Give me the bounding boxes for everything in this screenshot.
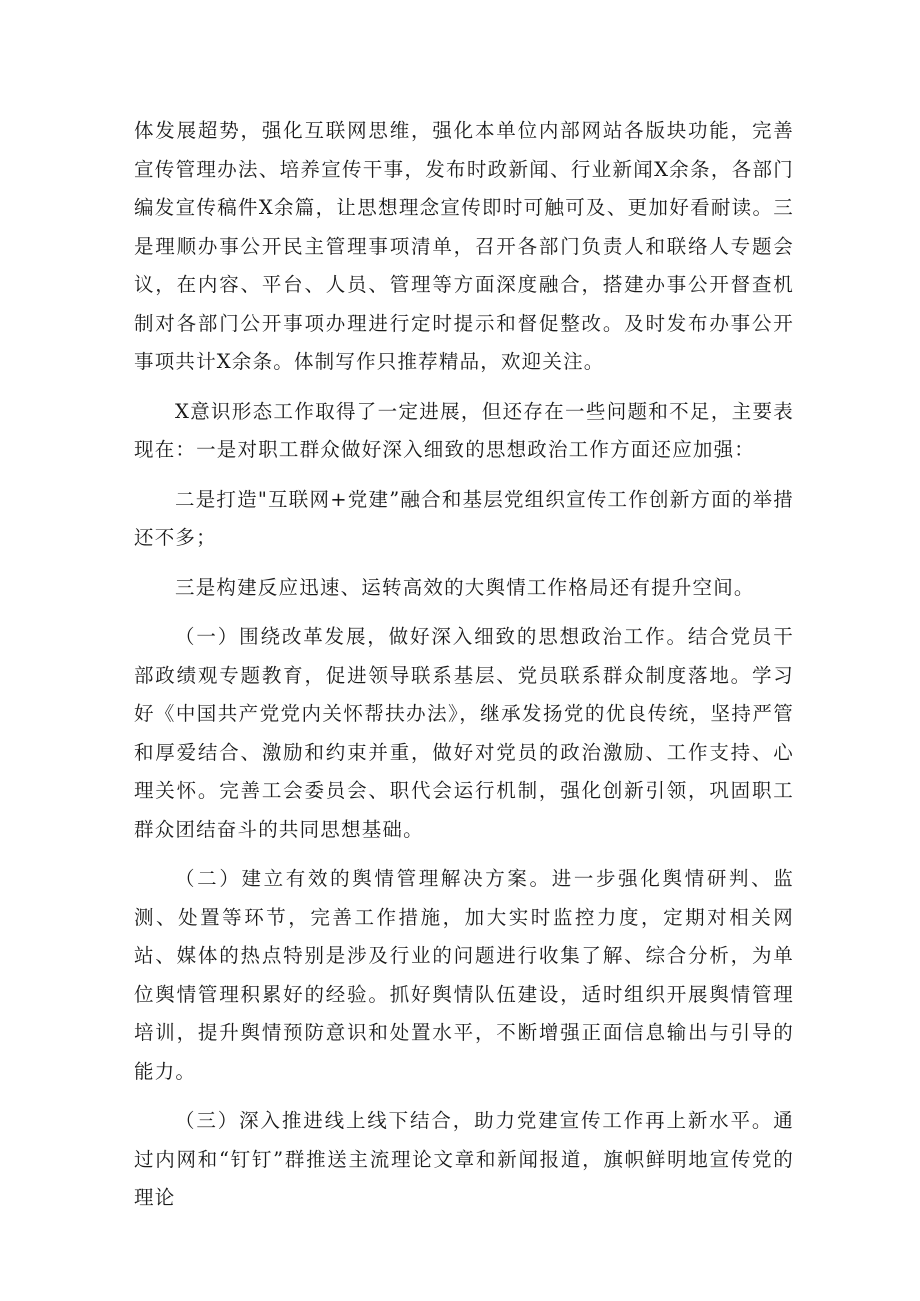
paragraph-measure-three: （三）深入推进线上线下结合，助力党建宣传工作再上新水平。通过内网和“钉钉”群推送主流理论文章和新闻报道，旗帜鲜明地宣传党的理论	[134, 1109, 794, 1209]
document-body	[134, 112, 794, 1229]
paragraph-problems-intro: X意识形态工作取得了一定进展，但还存在一些问题和不足，主要表现在：一是对职工群众做好深入细致的思想政治工作方面还应加强：	[134, 399, 794, 461]
paragraph-problem-three: 三是构建反应迅速、运转高效的大舆情工作格局还有提升空间。	[175, 575, 755, 599]
paragraph-problem-two: 二是打造"互联网+党建”融合和基层党组织宣传工作创新方面的举措还不多；	[134, 487, 794, 549]
paragraph-continuation: 体发展超势，强化互联网思维，强化本单位内部网站各版块功能，完善宣传管理办法、培养宣传干事，发布时政新闻、行业新闻X余条，各部门编发宣传稿件X余篇，让思想理念宣传即时可触可及、更加好看耐读。三是理顺办事公开民主管理事项清单，召开各部门负责人和联络人专题会议，在内容、平台、人员、管理等方面深度融合，搭建办事公开督查机制对各部门公开事项办理进行定时提示和督促整改。及时发布办事公开事项共计X余条。体制写作只推荐精品，欢迎关注。	[134, 119, 794, 373]
paragraph-measure-one: （一）围绕改革发展，做好深入细致的思想政治工作。结合党员干部政绩观专题教育，促进领导联系基层、党员联系群众制度落地。学习好《中国共产党党内关怀帮扶办法》，继承发扬党的优良传统，坚持严管和厚爱结合、激励和约束并重，做好对党员的政治激励、工作支持、心理关怀。完善工会委员会、职代会运行机制，强化创新引领，巩固职工群众团结奋斗的共同思想基础。	[134, 625, 794, 841]
paragraph-measure-two: （二）建立有效的舆情管理解决方案。进一步强化舆情研判、监测、处置等环节，完善工作措施，加大实时监控力度，定期对相关网站、媒体的热点特别是涉及行业的问题进行收集了解、综合分析，为单位舆情管理积累好的经验。抓好舆情队伍建设，适时组织开展舆情管理培训，提升舆情预防意识和处置水平，不断增强正面信息输出与引导的能力。	[134, 867, 794, 1083]
